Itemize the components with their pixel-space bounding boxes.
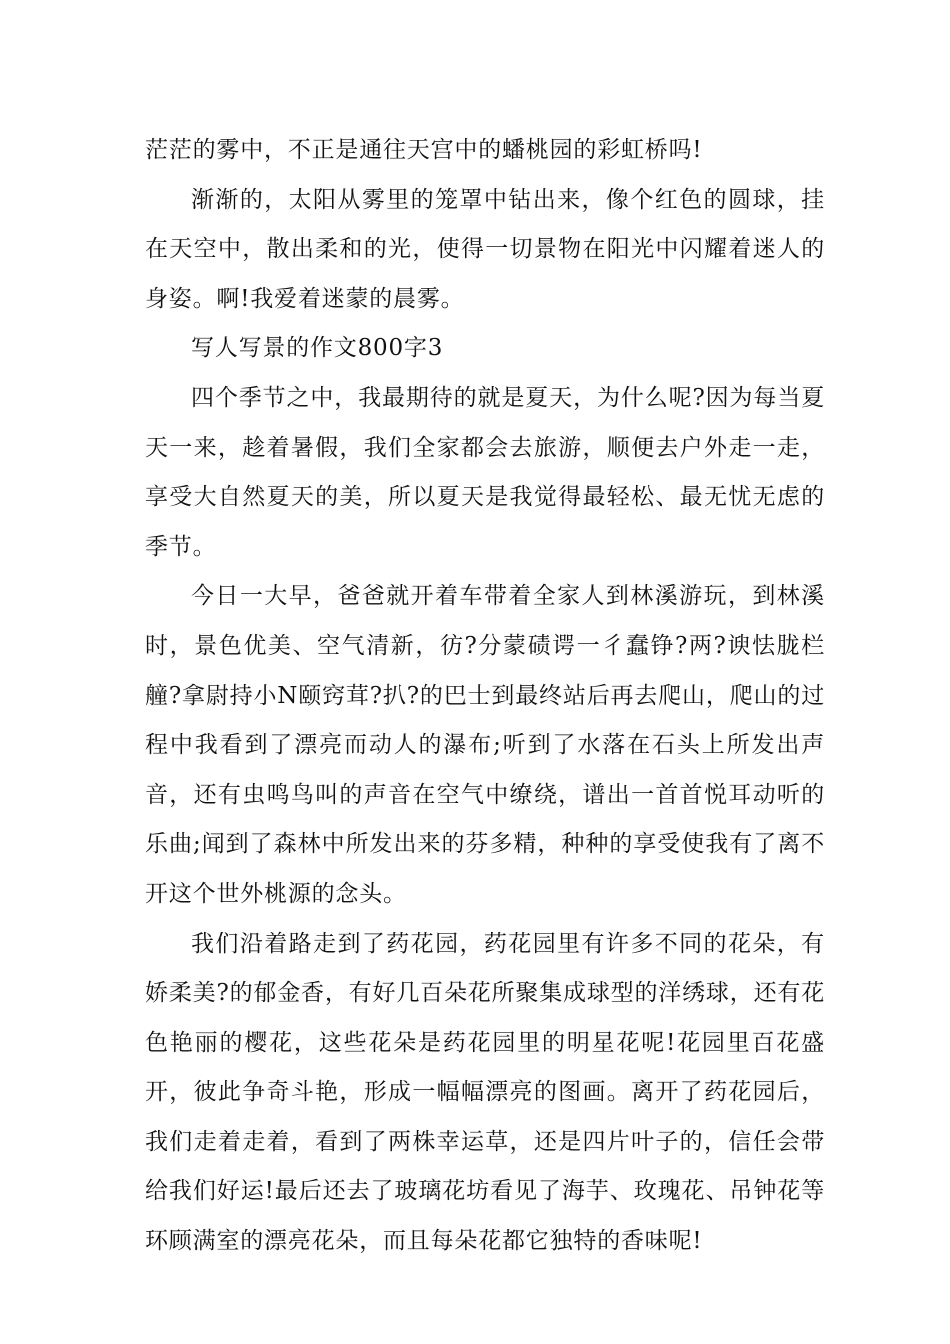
paragraph: 四个季节之中，我最期待的就是夏天，为什么呢?因为每当夏天一来，趁着暑假，我们全家都会去旅游，顺便去户外走一走，享受大自然夏天的美，所以夏天是我觉得最轻松、最无忧无虑的季节。 [145,384,825,560]
paragraph: 我们沿着路走到了药花园，药花园里有许多不同的花朵，有娇柔美?的郁金香，有好几百朵花所聚集成球型的洋绣球，还有花色艳丽的樱花，这些花朵是药花园里的明星花呢!花园里百花盛开，彼此争奇斗艳，形成一幅幅漂亮的图画。离开了药花园后，我们走着走着，看到了两株幸运草，还是四片叶子的，信任会带给我们好运!最后还去了玻璃花坊看见了海芋、玫瑰花、吊钟花等环顾满室的漂亮花朵，而且每朵花都它独特的香味呢! [145,930,825,1255]
section-heading: 写人写景的作文800字3 [191,335,444,362]
paragraph: 渐渐的，太阳从雾里的笼罩中钻出来，像个红色的圆球，挂在天空中，散出柔和的光，使得一切景物在阳光中闪耀着迷人的身姿。啊!我爱着迷蒙的晨雾。 [145,186,825,312]
paragraph: 今日一大早，爸爸就开着车带着全家人到林溪游玩，到林溪时，景色优美、空气清新，彷?分蒙碛谔一彳蠢铮?两?谀怯胧栏艟?拿尉持小N颐窍茸?扒?的巴士到最终站后再去爬山，爬山的过程中我看到了漂亮而动人的瀑布;听到了水落在石头上所发出声音，还有虫鸣鸟叫的声音在空气中缭绕，谱出一首首悦耳动听的乐曲;闻到了森林中所发出来的芬多精，种种的享受使我有了离不开这个世外桃源的念头。 [145,583,825,907]
paragraph: 茫茫的雾中，不正是通往天宫中的蟠桃园的彩虹桥吗! [145,137,703,163]
document-body [145,126,825,1267]
